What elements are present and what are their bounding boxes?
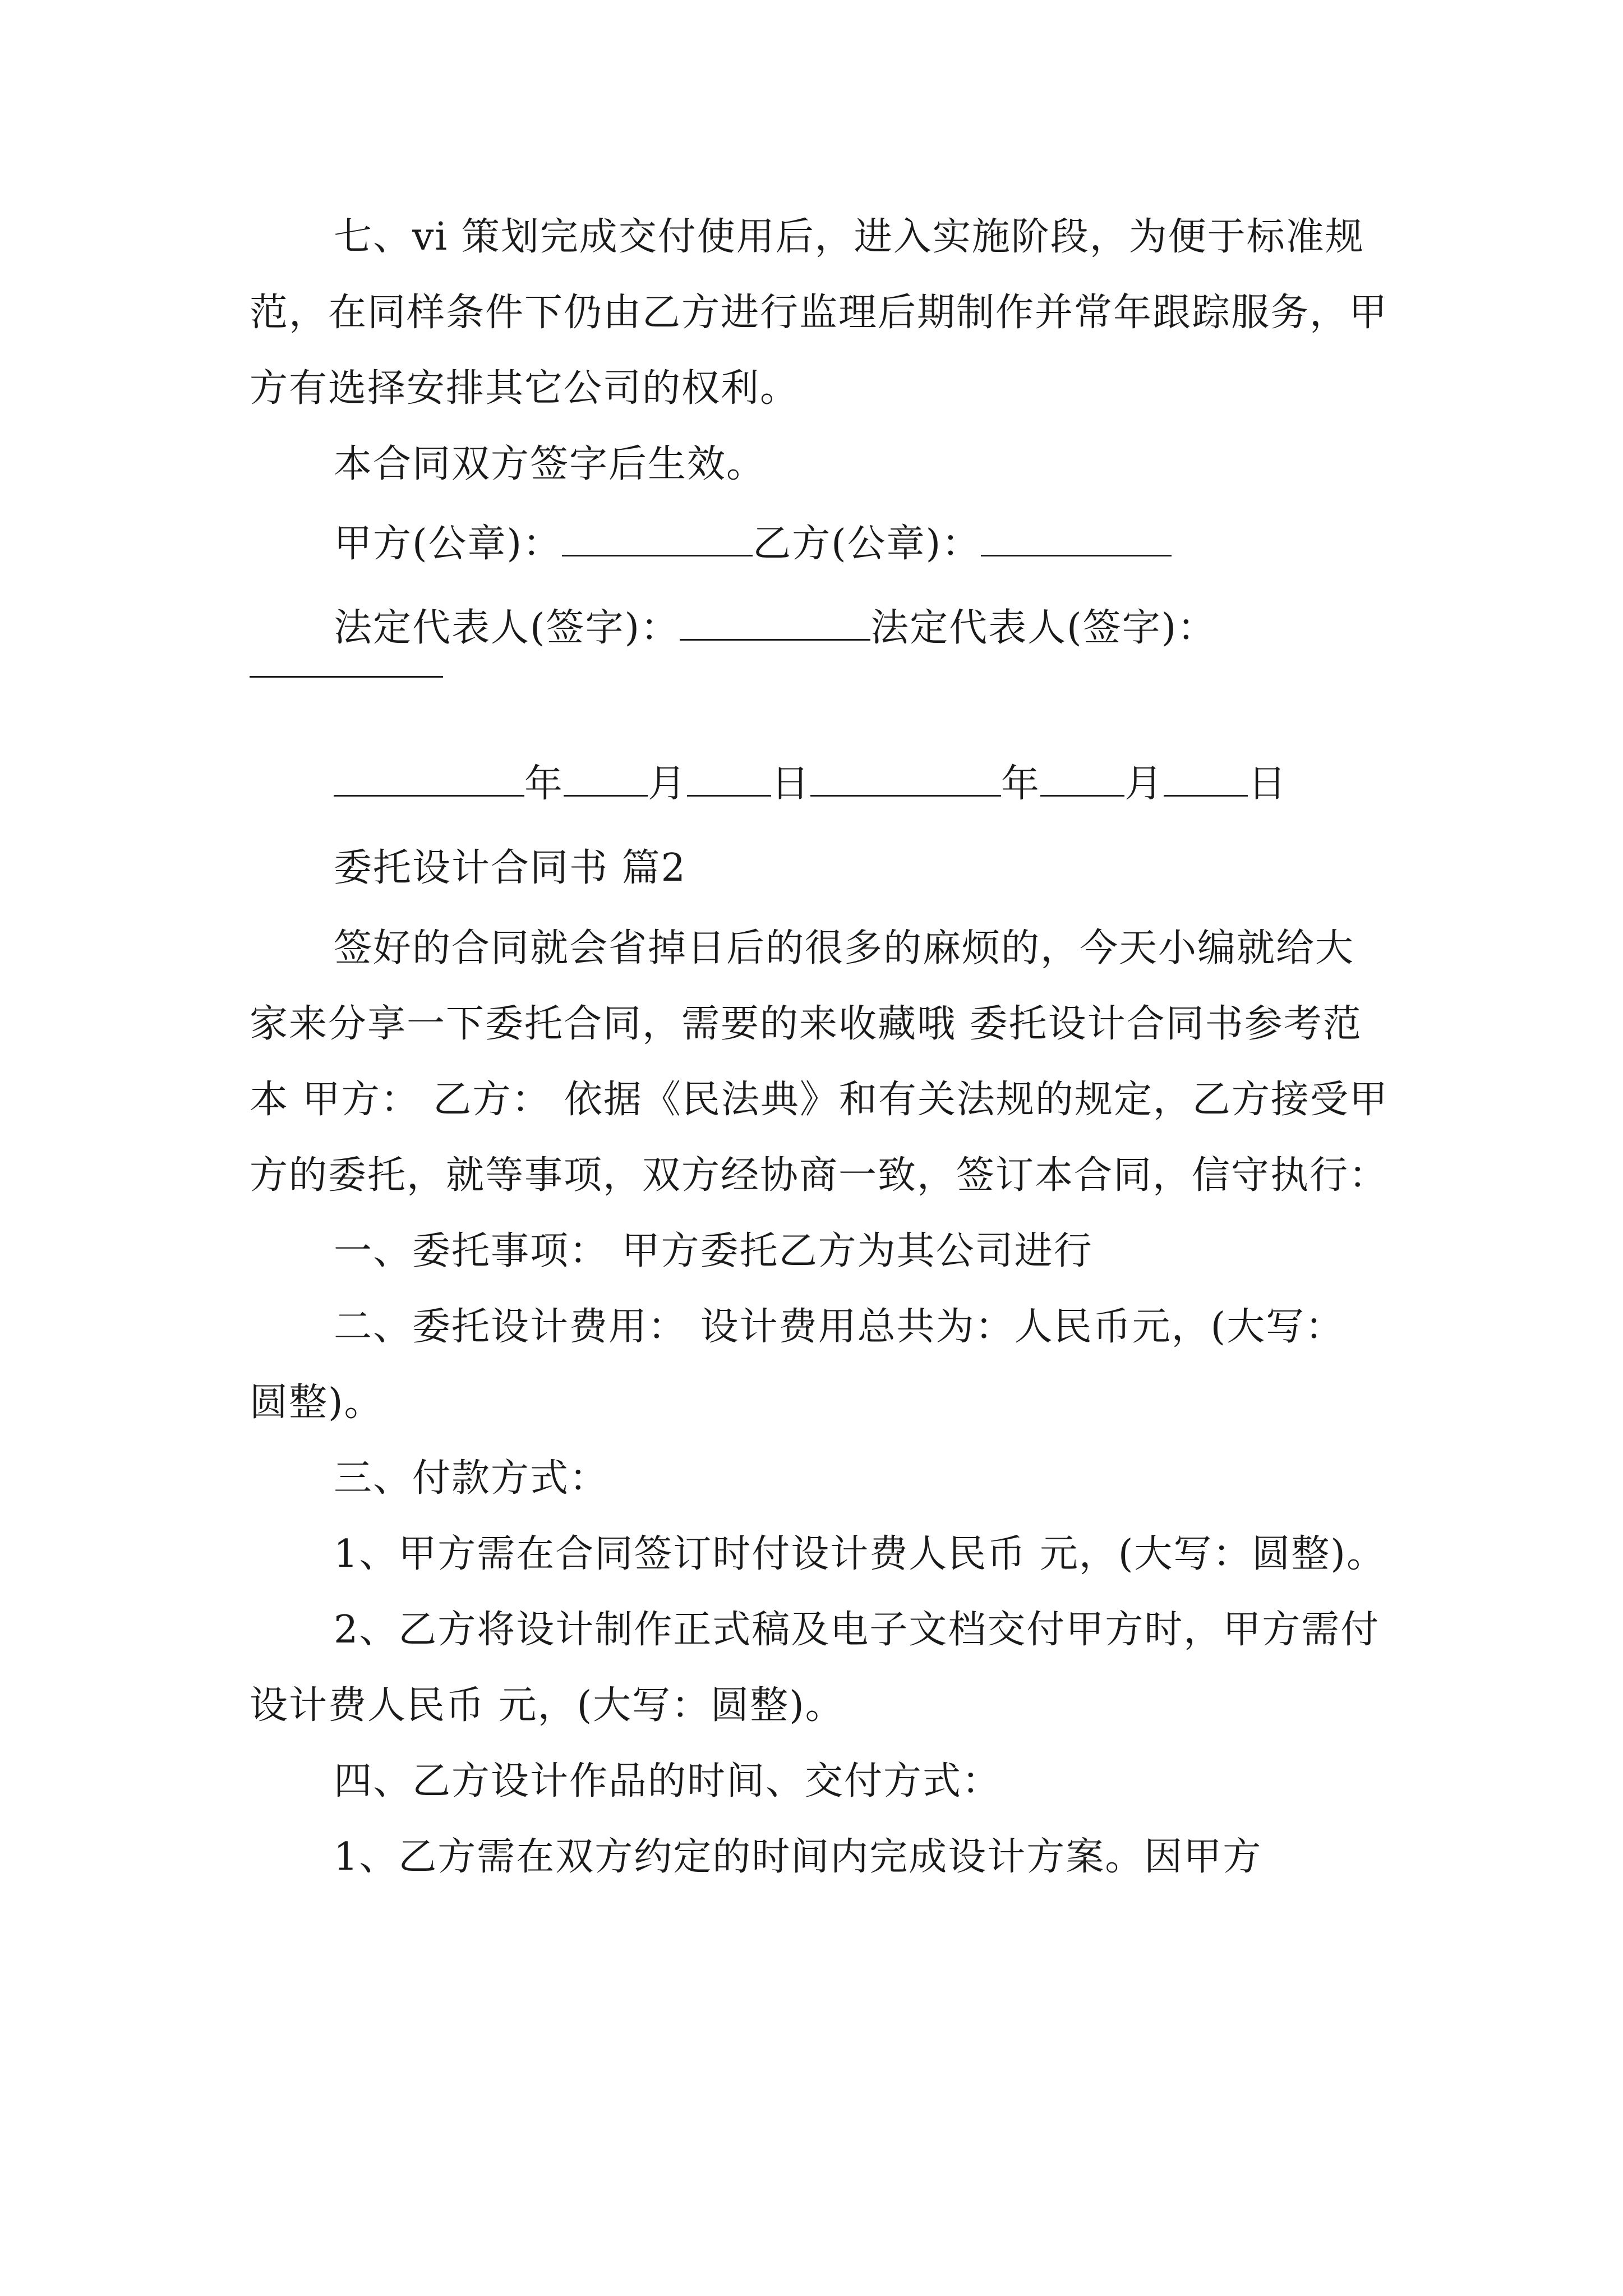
clause-one: 一、委托事项： 甲方委托乙方为其公司进行 <box>334 1229 1093 1273</box>
year-a-label: 年 <box>524 762 564 806</box>
year-a-blank <box>334 762 524 797</box>
month-b-blank <box>1040 762 1124 797</box>
month-a-blank <box>564 762 648 797</box>
month-b-label: 月 <box>1124 762 1164 806</box>
intro-paragraph: 签好的合同就会省掉日后的很多的麻烦的，今天小编就给大家来分享一下委托合同，需要的来收藏哦 委托设计合同书参考范本 甲方： 乙方： 依据《民法典》和有关法规的规定，乙方接受甲方的委托，就等事项，双方经协商一致，签订本合同，信守执行： <box>250 926 1389 1198</box>
month-a-label: 月 <box>648 762 688 806</box>
clause-two: 二、委托设计费用： 设计费用总共为：人民币元，(大写： 圆整)。 <box>250 1305 1345 1425</box>
year-b-blank <box>810 762 1001 797</box>
day-b-label: 日 <box>1248 762 1288 806</box>
rep-b-blank <box>250 676 443 678</box>
clause-seven: 七、vi 策划完成交付使用后，进入实施阶段，为便于标准规范，在同样条件下仍由乙方进行监理后期制作并常年跟踪服务，甲方有选择安排其它公司的权利。 <box>250 215 1389 411</box>
rep-a-label: 法定代表人(签字)： <box>334 606 680 650</box>
seal-line <box>250 502 1391 586</box>
rep-b-label: 法定代表人(签字)： <box>870 606 1217 650</box>
effective-clause: 本合同双方签字后生效。 <box>334 442 766 486</box>
clause-three: 三、付款方式： <box>334 1456 609 1501</box>
section-title: 委托设计合同书 篇2 <box>334 846 686 890</box>
year-b-label: 年 <box>1001 762 1041 806</box>
clause-three-item-1: 1、甲方需在合同签订时付设计费人民币 元，(大写：圆整)。 <box>334 1532 1386 1576</box>
party-b-seal-blank <box>981 522 1172 556</box>
representative-line <box>250 586 1391 670</box>
party-a-seal-label: 甲方(公章)： <box>334 522 562 566</box>
date-line <box>250 742 1391 826</box>
document-body <box>250 199 1391 1895</box>
party-a-seal-blank <box>562 522 753 556</box>
day-b-blank <box>1164 762 1248 797</box>
day-a-blank <box>687 762 771 797</box>
clause-three-item-2: 2、乙方将设计制作正式稿及电子文档交付甲方时，甲方需付设计费人民币 元，(大写：圆整)。 <box>250 1608 1380 1728</box>
party-b-seal-label: 乙方(公章)： <box>753 522 981 566</box>
day-a-label: 日 <box>771 762 811 806</box>
rep-a-blank <box>680 606 870 641</box>
clause-four: 四、乙方设计作品的时间、交付方式： <box>334 1759 1002 1803</box>
clause-four-item-1: 1、乙方需在双方约定的时间内完成设计方案。因甲方 <box>334 1835 1262 1879</box>
